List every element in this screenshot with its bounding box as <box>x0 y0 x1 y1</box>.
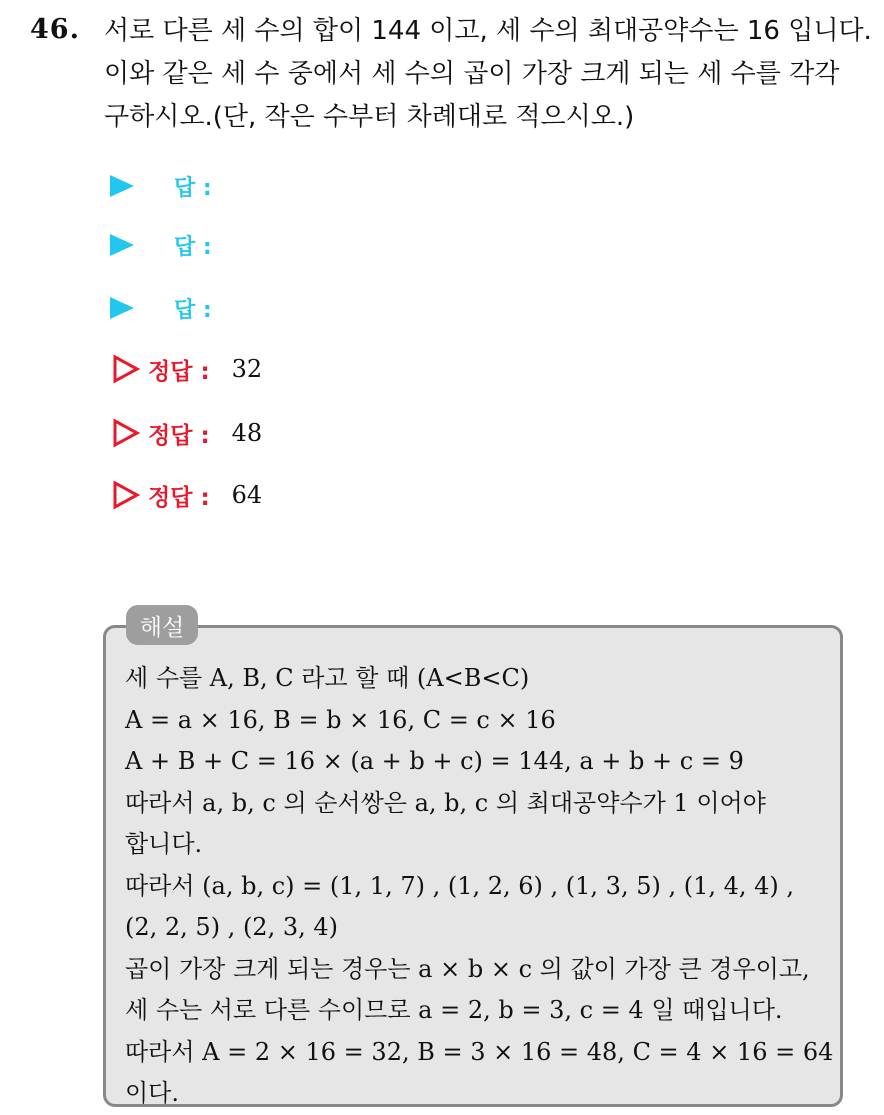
correct-answer <box>112 349 262 389</box>
play-triangle-icon <box>110 297 134 319</box>
question-line: 구하시오.(단, 작은 수부터 차례대로 적으시오.) <box>104 102 635 132</box>
correct-answer <box>112 475 262 515</box>
solution-line: 따라서 A = 2 × 16 = 32, B = 3 × 16 = 48, C = 4 × 16 = 64 <box>125 1037 834 1066</box>
solution-tab: 해설 <box>126 605 198 645</box>
outline-triangle-icon <box>112 418 140 448</box>
answer-label: 답 : <box>174 175 212 201</box>
question-text <box>104 10 874 139</box>
correct-value: 64 <box>231 481 263 509</box>
answer-label: 답 : <box>174 234 212 260</box>
solution-text <box>125 658 835 1115</box>
solution-line: 이다. <box>125 1079 179 1107</box>
solution-line: 따라서 (a, b, c) = (1, 1, 7) , (1, 2, 6) , (1, 3, 5) , (1, 4, 4) , <box>125 871 795 900</box>
answer-slot[interactable] <box>110 288 212 328</box>
question-line: 서로 다른 세 수의 합이 144 이고, 세 수의 최대공약수는 16 입니다. <box>104 16 872 46</box>
correct-label: 정답 : <box>148 358 210 385</box>
outline-triangle-icon <box>112 480 140 510</box>
correct-answer <box>112 413 262 453</box>
solution-line: A = a × 16, B = b × 16, C = c × 16 <box>125 705 556 734</box>
correct-label: 정답 : <box>148 422 210 449</box>
correct-label: 정답 : <box>148 484 210 511</box>
correct-value: 48 <box>231 419 263 447</box>
answer-slot[interactable] <box>110 225 212 265</box>
solution-line: 세 수는 서로 다른 수이므로 a = 2, b = 3, c = 4 일 때입니다. <box>125 996 783 1024</box>
solution-line: A + B + C = 16 × (a + b + c) = 144, a + b + c = 9 <box>125 747 744 775</box>
answer-slot[interactable] <box>110 166 212 206</box>
solution-line: 따라서 a, b, c 의 순서쌍은 a, b, c 의 최대공약수가 1 이어야 <box>125 788 766 817</box>
solution-line: 세 수를 A, B, C 라고 할 때 (A<B<C) <box>125 664 530 692</box>
solution-line: 합니다. <box>125 830 203 858</box>
correct-value: 32 <box>231 355 263 383</box>
question-number: 46. <box>30 14 80 45</box>
play-triangle-icon <box>110 175 134 197</box>
answer-label: 답 : <box>174 297 212 323</box>
question-line: 이와 같은 세 수 중에서 세 수의 곱이 가장 크게 되는 세 수를 각각 <box>104 59 840 89</box>
solution-line: (2, 2, 5) , (2, 3, 4) <box>125 913 338 941</box>
play-triangle-icon <box>110 234 134 256</box>
outline-triangle-icon <box>112 354 140 384</box>
solution-line: 곱이 가장 크게 되는 경우는 a × b × c 의 값이 가장 큰 경우이고, <box>125 954 810 983</box>
